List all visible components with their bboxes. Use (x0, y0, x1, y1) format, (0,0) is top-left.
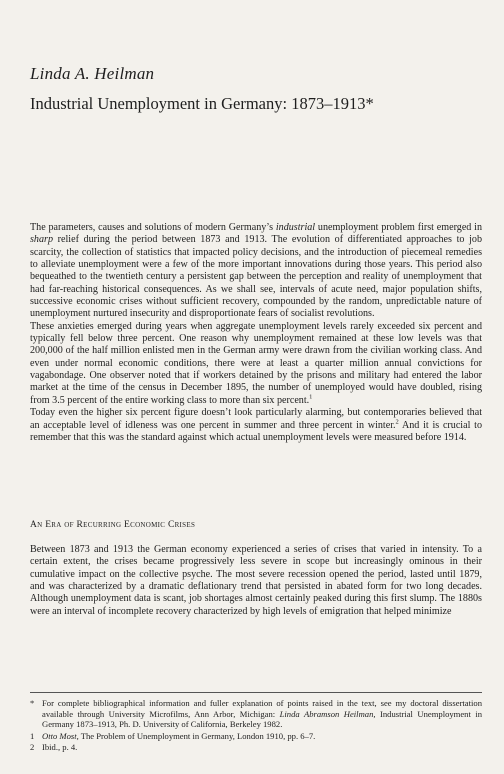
text-run: relief during the period between 1873 and 1913. The evolution of differentiated approaches to job scarcity, the collection of statistics that impacted policy decisions, and the introduction of piecemeal remedies to alleviate unemployment were a few of the more important innovations during those years. This period also bequeathed to the twentieth century a persistent gap between the perception and reality of unemployment that had far-reaching historical consequences. As we shall see, intervals of acute need, major population shifts, successive economic crises without sufficient recovery, compounded by the random, unpredictable nature of unemployment nurtured insecurity and disproportionate fears of socialist revolutions. (30, 234, 482, 320)
intro-paragraph-3 (30, 407, 482, 444)
emphasis: Linda Abramson Heilman, (279, 708, 376, 719)
footnote-mark: 2 (30, 742, 35, 753)
footnote-2 (30, 742, 482, 753)
article-title: Industrial Unemployment in Germany: 1873–1913* (30, 94, 374, 113)
text-run: The Problem of Unemployment in Germany, London 1910, pp. 6–7. (78, 730, 316, 741)
footnote-text (42, 698, 482, 730)
footnote-mark: * (30, 698, 35, 708)
emphasis: industrial (275, 222, 316, 233)
footnotes (30, 698, 482, 754)
intro-text (30, 222, 482, 444)
intro-paragraph-1 (30, 222, 482, 321)
footnote-divider (30, 692, 482, 693)
footnote-text: Ibid., p. 4. (42, 742, 78, 753)
text-run: And it is crucial to remember that this was the standard against which actual unemployment levels were measured before 1914. (30, 419, 483, 443)
footnote-ref-2[interactable]: 2 (395, 418, 399, 426)
text-run: For complete bibliographical information and fuller explanation of points raised in the text, see my doctoral dissertation available through University Microfilms, Ann Arbor, Michigan: (42, 698, 482, 719)
text-run: Industrial Unemployment in Germany 1873–1913, Ph. D. University of California, Berkeley 1982. (42, 708, 483, 730)
text-run: Today even the higher six percent figure doesn’t look particularly alarming, but contemporaries believed that an acceptable level of idleness was one percent in summer and three percent in winter. (30, 407, 482, 431)
text-run: unemployment problem first emerged in (315, 222, 482, 233)
text-run: The parameters, causes and solutions of modern Germany’s (30, 222, 276, 233)
footnote-star (30, 698, 482, 730)
author-name: Linda A. Heilman (30, 64, 155, 83)
footnote-text (42, 731, 482, 742)
footnote-ref-1[interactable]: 1 (309, 393, 313, 401)
footnote-mark: 1 (30, 730, 35, 741)
emphasis: Otto Most, (42, 730, 79, 741)
section-heading: An Era of Recurring Economic Crises (30, 520, 196, 530)
section-text (30, 544, 482, 618)
intro-paragraph-2 (30, 321, 482, 407)
text-run: These anxieties emerged during years when aggregate unemployment levels rarely exceeded six percent and typically fell below three percent. One reason why unemployment remained at these low levels was that 200,000 of the half million enlisted men in the German army were drawn from the civilian working class. And even under normal economic conditions, there were at least a quarter million annual convictions for vagabondage. One observer noted that if workers detained by the prisons and military had entered the labor market at the time of the census in December 1895, the number of unemployed would have doubled, rising from 3.5 percent of the entire working class to more than six percent. (30, 320, 482, 406)
footnote-1 (30, 731, 482, 742)
emphasis: sharp (30, 234, 53, 246)
section-paragraph-1: Between 1873 and 1913 the German economy experienced a series of crises that varied in intensity. To a certain extent, the crises became progressively less severe in scope but increasingly ominous in their cumulative impact on the collective psyche. The most severe recession opened the period, lasted until 1879, and was characterized by a dramatic deflationary trend that persisted in abated form for two long decades. Although unemployment data is scant, job shortages almost certainly peaked during this first slump. The 1880s were an interval of incomplete recovery characterized by high levels of emigration that helped minimize (30, 544, 482, 617)
